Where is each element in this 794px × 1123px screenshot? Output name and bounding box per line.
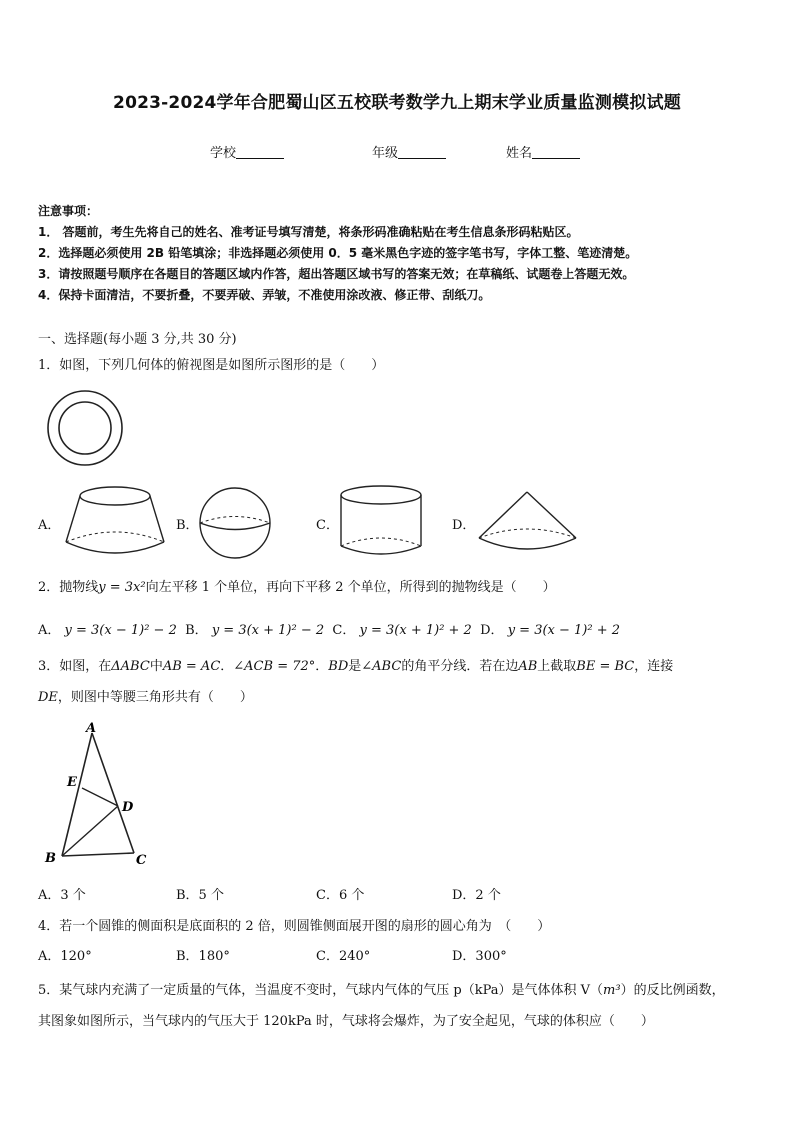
q3-option-a[interactable]: A．3 个 bbox=[38, 888, 86, 903]
q1-option-b-label[interactable]: B． bbox=[176, 518, 199, 533]
q2-option-b-formula[interactable]: y = 3(x + 1)² − 2 bbox=[211, 623, 325, 638]
q4-option-d[interactable]: D．300° bbox=[452, 949, 507, 964]
q3-l1-p9: ∠ABC bbox=[361, 659, 402, 674]
q2-option-b-label[interactable]: B． bbox=[185, 623, 208, 638]
q3-l1-p14: ，连接 bbox=[634, 659, 674, 674]
triangle-figure bbox=[40, 720, 160, 870]
q1-option-d-label[interactable]: D． bbox=[452, 518, 476, 533]
q2-option-c-formula[interactable]: y = 3(x + 1)² + 2 bbox=[359, 623, 472, 638]
q5-line1b: ）的反比例函数， bbox=[620, 983, 725, 998]
q3-l1-p13: BE = BC bbox=[576, 659, 635, 674]
name-label: 姓名 bbox=[506, 146, 533, 161]
q1-option-c-label[interactable]: C． bbox=[316, 518, 339, 533]
section-heading: 一、选择题(每小题 3 分,共 30 分) bbox=[38, 332, 237, 347]
sphere-figure bbox=[198, 486, 272, 560]
grade-blank[interactable] bbox=[398, 146, 446, 159]
school-field[interactable] bbox=[210, 142, 284, 161]
q3-l1-p1: ΔABC bbox=[111, 659, 150, 674]
q3-l2-p0: DE bbox=[38, 690, 58, 705]
q3-l1-p3: AB = AC bbox=[162, 659, 221, 674]
name-blank[interactable] bbox=[532, 146, 580, 159]
vertex-label-b: B bbox=[45, 851, 56, 866]
note-item-4: 4．保持卡面清洁，不要折叠，不要弄破、弄皱，不准使用涂改液、修正带、刮纸刀。 bbox=[38, 288, 491, 302]
q4-option-a[interactable]: A．120° bbox=[38, 949, 92, 964]
school-label: 学校 bbox=[210, 146, 237, 161]
q2-text-a: 2．抛物线 bbox=[38, 580, 99, 595]
question-3-line-1 bbox=[38, 655, 673, 674]
q2-option-c-label[interactable]: C． bbox=[332, 623, 356, 638]
q3-l1-p12: 上截取 bbox=[537, 659, 577, 674]
school-blank[interactable] bbox=[236, 146, 284, 159]
q3-l1-p11: AB bbox=[518, 659, 538, 674]
grade-field[interactable] bbox=[372, 142, 446, 161]
name-field[interactable] bbox=[506, 142, 580, 161]
q3-l1-p6: ． bbox=[315, 659, 329, 674]
q3-l1-p0: 3．如图，在 bbox=[38, 659, 112, 674]
question-3-line-2 bbox=[38, 686, 253, 705]
q3-l1-p10: 的角平分线．若在边 bbox=[401, 659, 519, 674]
q4-option-c[interactable]: C．240° bbox=[316, 949, 371, 964]
q3-l1-p8: 是 bbox=[348, 659, 362, 674]
q3-l1-p7: BD bbox=[328, 659, 349, 674]
note-item-1: 1． 答题前，考生先将自己的姓名、准考证号填写清楚，将条形码准确粘贴在考生信息条形码粘贴区。 bbox=[38, 225, 579, 239]
question-1-text: 1．如图，下列几何体的俯视图是如图所示图形的是（ ） bbox=[38, 358, 385, 373]
q4-option-b[interactable]: B．180° bbox=[176, 949, 230, 964]
vertex-label-c: C bbox=[136, 853, 147, 868]
q3-l2-p1: ，则图中等腰三角形共有（ ） bbox=[57, 690, 253, 705]
q2-text-b: 向左平移 1 个单位，再向下平移 2 个单位，所得到的抛物线是（ ） bbox=[145, 580, 556, 595]
q3-l1-p4: ． bbox=[220, 659, 234, 674]
page-title: 2023-2024学年合肥蜀山区五校联考数学九上期末学业质量监测模拟试题 bbox=[113, 93, 681, 113]
grade-label: 年级 bbox=[372, 146, 399, 161]
q2-options bbox=[38, 619, 620, 638]
notes-heading: 注意事项： bbox=[38, 204, 99, 218]
note-item-3: 3．请按照题号顺序在各题目的答题区域内作答，超出答题区域书写的答案无效；在草稿纸、试题卷上答题无效。 bbox=[38, 267, 635, 281]
q1-option-a-label[interactable]: A． bbox=[38, 518, 61, 533]
frustum-figure bbox=[62, 484, 168, 558]
note-item-2: 2．选择题必须使用 2B 铅笔填涂；非选择题必须使用 0．5 毫米黑色字迹的签字笔书写，字体工整、笔迹清楚。 bbox=[38, 246, 638, 260]
q3-option-b[interactable]: B．5 个 bbox=[176, 888, 224, 903]
q2-option-a-formula[interactable]: y = 3(x − 1)² − 2 bbox=[64, 623, 177, 638]
question-4-text: 4．若一个圆锥的侧面积是底面积的 2 倍，则圆锥侧面展开图的扇形的圆心角为 （ ） bbox=[38, 919, 551, 934]
question-5-line-2: 其图象如图所示，当气球内的气压大于 120kPa 时，气球将会爆炸，为了安全起见，气球的体积应（ ） bbox=[38, 1014, 654, 1029]
q3-l1-p5: ∠ACB = 72° bbox=[233, 659, 316, 674]
q2-expression: y = 3x² bbox=[98, 580, 146, 595]
q3-l1-p2: 中 bbox=[149, 659, 163, 674]
q2-option-d-label[interactable]: D． bbox=[480, 623, 504, 638]
vertex-label-e: E bbox=[67, 775, 77, 790]
q5-unit: m³ bbox=[603, 983, 621, 998]
question-2-text bbox=[38, 576, 556, 595]
q3-option-c[interactable]: C．6 个 bbox=[316, 888, 365, 903]
vertex-label-d: D bbox=[122, 800, 134, 815]
q5-line1a: 5．某气球内充满了一定质量的气体，当温度不变时，气球内气体的气压 p（kPa）是气体体积 V（ bbox=[38, 983, 604, 998]
vertex-label-a: A bbox=[86, 721, 97, 736]
question-5-line-1 bbox=[38, 979, 725, 998]
cone-figure bbox=[476, 490, 580, 554]
annulus-figure bbox=[46, 388, 126, 468]
cylinder-figure bbox=[338, 484, 426, 560]
q3-option-d[interactable]: D．2 个 bbox=[452, 888, 501, 903]
q2-option-d-formula[interactable]: y = 3(x − 1)² + 2 bbox=[507, 623, 621, 638]
q2-option-a-label[interactable]: A． bbox=[38, 623, 61, 638]
